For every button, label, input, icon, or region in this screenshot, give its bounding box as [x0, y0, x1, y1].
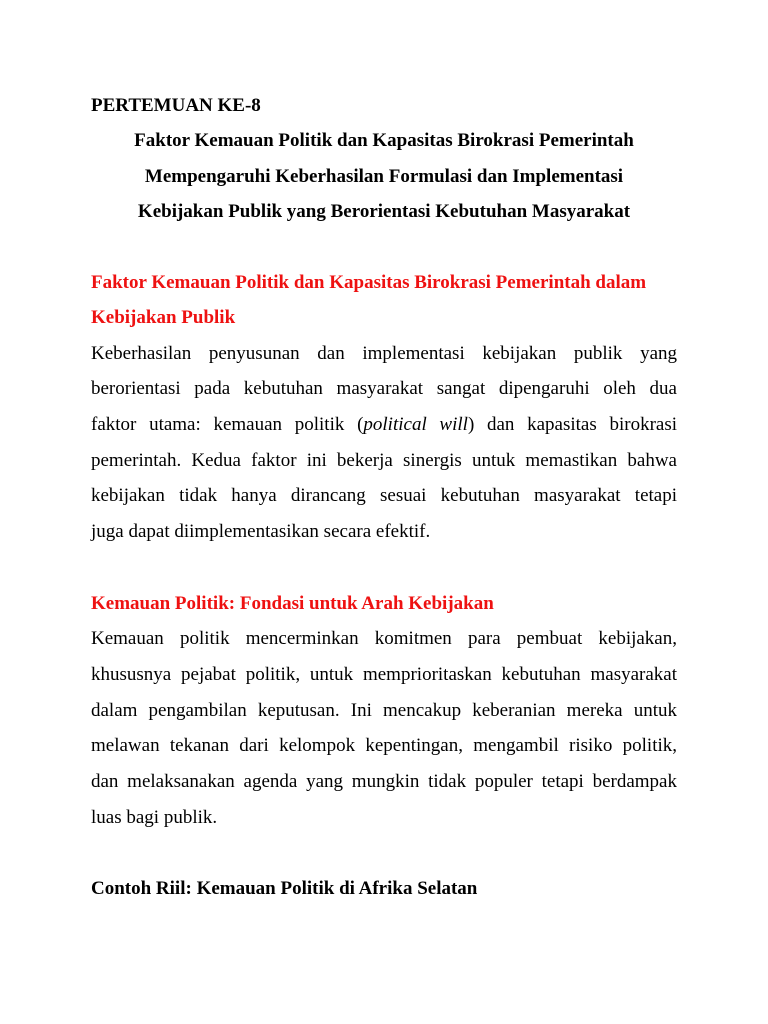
meeting-label: PERTEMUAN KE-8 — [91, 95, 261, 116]
title-line: Kebijakan Publik yang Berorientasi Kebutuhan Masyarakat — [137, 201, 631, 222]
paragraph-line: luas bagi publik. — [91, 806, 218, 828]
section-heading-factors — [91, 265, 677, 336]
title-line: Faktor Kemauan Politik dan Kapasitas Birokrasi Pemerintah — [134, 130, 634, 151]
heading-line: Faktor Kemauan Politik dan Kapasitas Birokrasi Pemerintah dalam — [91, 271, 647, 293]
paragraph-factors — [91, 336, 677, 550]
paragraph-text: ) dan kapasitas birokrasi — [467, 413, 678, 435]
paragraph-line: pemerintah. Kedua faktor ini bekerja sinergis untuk memastikan bahwa — [91, 449, 677, 471]
section-heading-political-will: Kemauan Politik: Fondasi untuk Arah Kebijakan — [91, 592, 494, 614]
paragraph-text: faktor utama: kemauan politik ( — [91, 413, 364, 435]
paragraph-line: berorientasi pada kebutuhan masyarakat sangat dipengaruhi oleh dua — [91, 378, 677, 400]
paragraph-line: khususnya pejabat politik, untuk memprioritaskan kebutuhan masyarakat — [91, 663, 677, 685]
paragraph-line: dalam pengambilan keputusan. Ini mencakup keberanian mereka untuk — [91, 699, 677, 721]
title-line: Mempengaruhi Keberhasilan Formulasi dan Implementasi — [144, 165, 624, 187]
paragraph-line — [91, 407, 677, 443]
italic-term: political will — [363, 413, 468, 435]
paragraph-line: dan melaksanakan agenda yang mungkin tidak populer tetapi berdampak — [91, 771, 677, 793]
document-title — [91, 123, 677, 230]
document-page — [91, 88, 677, 907]
section-heading-south-africa: Contoh Riil: Kemauan Politik di Afrika Selatan — [91, 878, 478, 900]
heading-line: Kebijakan Publik — [91, 307, 236, 328]
paragraph-line: kebijakan tidak hanya dirancang sesuai kebutuhan masyarakat tetapi — [91, 485, 677, 507]
paragraph-line: Keberhasilan penyusunan dan implementasi kebijakan publik yang — [91, 342, 677, 364]
paragraph-line: juga dapat diimplementasikan secara efektif. — [91, 521, 431, 543]
paragraph-political-will — [91, 621, 677, 835]
paragraph-line: melawan tekanan dari kelompok kepentingan, mengambil risiko politik, — [91, 735, 677, 757]
paragraph-line: Kemauan politik mencerminkan komitmen para pembuat kebijakan, — [91, 628, 677, 650]
